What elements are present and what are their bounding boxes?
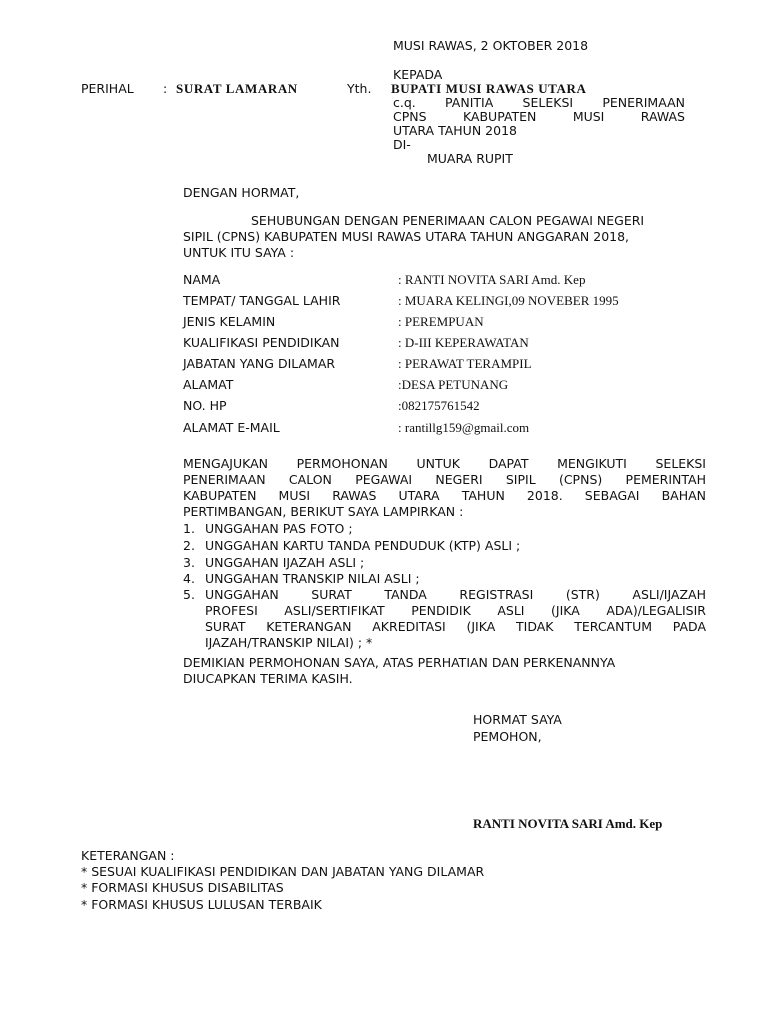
field-value: : RANTI NOVITA SARI Amd. Kep <box>398 272 586 287</box>
apply-line-4: PERTIMBANGAN, BERIKUT SAYA LAMPIRKAN : <box>183 504 464 519</box>
signature-name: RANTI NOVITA SARI Amd. Kep <box>473 816 663 831</box>
note-item: * SESUAI KUALIFIKASI PENDIDIKAN DAN JABATAN YANG DILAMAR <box>81 864 485 879</box>
city-label: MUARA RUPIT <box>427 151 513 166</box>
field-label: KUALIFIKASI PENDIDIKAN <box>183 335 340 350</box>
field-value: : PEREMPUAN <box>398 314 484 329</box>
closing-line-1: DEMIKIAN PERMOHONAN SAYA, ATAS PERHATIAN DAN PERKENANNYA <box>183 655 616 670</box>
di-label: DI- <box>393 137 411 152</box>
list-item-5-line-1: UNGGAHAN SURAT TANDA REGISTRASI (STR) ASLI/IJAZAH <box>205 587 706 602</box>
applicant-label: PEMOHON, <box>473 729 542 744</box>
perihal-value: SURAT LAMARAN <box>176 81 298 96</box>
field-value: :082175761542 <box>398 398 480 413</box>
list-item-number: 4. <box>183 571 195 586</box>
apply-line-2: PENERIMAAN CALON PEGAWAI NEGERI SIPIL (CPNS) PEMERINTAH <box>183 472 706 487</box>
list-item-5-line-4: IJAZAH/TRANSKIP NILAI) ; * <box>205 635 373 650</box>
list-item-number: 1. <box>183 521 195 536</box>
kepada-label: KEPADA <box>393 67 443 82</box>
list-item-text: UNGGAHAN KARTU TANDA PENDUDUK (KTP) ASLI ; <box>205 538 521 553</box>
list-item <box>183 538 521 553</box>
list-item <box>183 521 353 536</box>
cq-line-3: UTARA TAHUN 2018 <box>393 123 517 138</box>
list-item-text: UNGGAHAN PAS FOTO ; <box>205 521 353 536</box>
field-label: JENIS KELAMIN <box>183 314 276 329</box>
perihal-colon: : <box>163 81 168 96</box>
list-item-text: UNGGAHAN TRANSKIP NILAI ASLI ; <box>205 571 420 586</box>
cq-line-2: CPNS KABUPATEN MUSI RAWAS <box>393 109 685 124</box>
cq-line-1: c.q. PANITIA SELEKSI PENERIMAAN <box>393 95 685 110</box>
field-value: : rantillg159@gmail.com <box>398 420 530 435</box>
list-item-text: UNGGAHAN IJAZAH ASLI ; <box>205 555 365 570</box>
field-label: ALAMAT E-MAIL <box>183 420 280 435</box>
regards-text: HORMAT SAYA <box>473 712 562 727</box>
note-item: * FORMASI KHUSUS LULUSAN TERBAIK <box>81 897 322 912</box>
intro-line-2: SIPIL (CPNS) KABUPATEN MUSI RAWAS UTARA TAHUN ANGGARAN 2018, <box>183 229 630 244</box>
list-item-5-line-2: PROFESI ASLI/SERTIFIKAT PENDIDIK ASLI (JIKA ADA)/LEGALISIR <box>205 603 706 618</box>
field-value: : D-III KEPERAWATAN <box>398 335 529 350</box>
field-value: :DESA PETUNANG <box>398 377 509 392</box>
recipient-title: BUPATI MUSI RAWAS UTARA <box>391 81 587 96</box>
field-value: : MUARA KELINGI,09 NOVEBER 1995 <box>398 293 619 308</box>
list-item-number: 3. <box>183 555 195 570</box>
place-date: MUSI RAWAS, 2 OKTOBER 2018 <box>393 38 589 53</box>
field-label: ALAMAT <box>183 377 234 392</box>
field-label: NO. HP <box>183 398 227 413</box>
field-label: JABATAN YANG DILAMAR <box>183 356 336 371</box>
field-label: NAMA <box>183 272 221 287</box>
field-value: : PERAWAT TERAMPIL <box>398 356 532 371</box>
intro-line-3: UNTUK ITU SAYA : <box>183 245 295 260</box>
list-item <box>183 571 420 586</box>
list-item-5-number: 5. <box>183 587 195 602</box>
notes-title: KETERANGAN : <box>81 848 175 863</box>
greeting: DENGAN HORMAT, <box>183 185 300 200</box>
perihal-label: PERIHAL <box>81 81 134 96</box>
intro-line-1: SEHUBUNGAN DENGAN PENERIMAAN CALON PEGAWAI NEGERI <box>251 213 645 228</box>
list-item <box>183 555 365 570</box>
closing-line-2: DIUCAPKAN TERIMA KASIH. <box>183 671 353 686</box>
list-item-number: 2. <box>183 538 195 553</box>
list-item-5-line-3: SURAT KETERANGAN AKREDITASI (JIKA TIDAK TERCANTUM PADA <box>205 619 706 634</box>
apply-line-3: KABUPATEN MUSI RAWAS UTARA TAHUN 2018. SEBAGAI BAHAN <box>183 488 706 503</box>
apply-line-1: MENGAJUKAN PERMOHONAN UNTUK DAPAT MENGIKUTI SELEKSI <box>183 456 706 471</box>
yth-label: Yth. <box>347 81 372 96</box>
note-item: * FORMASI KHUSUS DISABILITAS <box>81 880 284 895</box>
field-label: TEMPAT/ TANGGAL LAHIR <box>183 293 341 308</box>
